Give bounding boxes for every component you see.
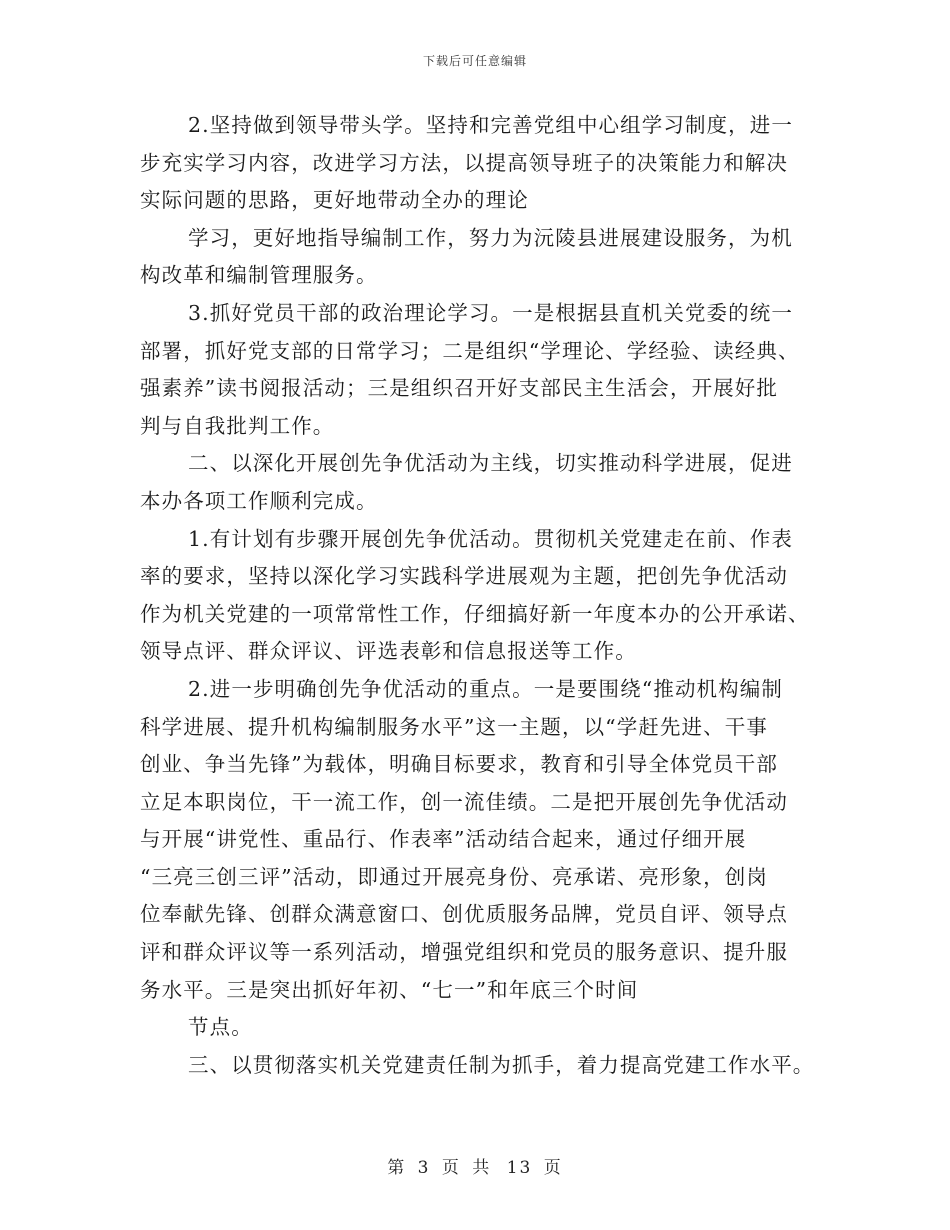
text-line: 构改革和编制管理服务。	[140, 263, 378, 288]
text-line: 二、以深化开展创先争优活动为主线，切实推动科学进展，促进	[188, 451, 793, 476]
text-line: 1.有计划有步骤开展创先争优活动。贯彻机关党建走在前、作表	[188, 526, 793, 551]
footer-prefix: 第	[387, 1158, 407, 1178]
text-line: 科学进展、提升机构编制服务水平”这一主题，以“学赶先进、干事	[140, 714, 768, 739]
page-header: 下载后可任意编辑	[422, 54, 527, 68]
text-line: 2.进一步明确创先争优活动的重点。一是要围绕“推动机构编制	[188, 676, 783, 701]
text-line: 评和群众评议等一系列活动，增强党组织和党员的服务意识、提升服	[140, 940, 788, 965]
text-line: 判与自我批判工作。	[140, 413, 335, 438]
text-line: 部署，抓好党支部的日常学习；二是组织“学理论、学经验、读经典、	[140, 338, 800, 363]
text-line: 领导点评、群众评议、评选表彰和信息报送等工作。	[140, 639, 637, 664]
text-line: 本办各项工作顺利完成。	[140, 488, 378, 513]
text-line: 立足本职岗位，干一流工作，创一流佳绩。二是把开展创先争优活动	[140, 789, 788, 814]
text-line: 率的要求，坚持以深化学习实践科学进展观为主题，把创先争优活动	[140, 564, 788, 589]
text-line: 步充实学习内容，改进学习方法，以提高领导班子的决策能力和解决	[140, 150, 788, 175]
text-line: 与开展“讲党性、重品行、作表率”活动结合起来，通过仔细开展	[140, 827, 747, 852]
footer-page-word: 页	[441, 1158, 461, 1178]
text-line: 2.坚持做到领导带头学。坚持和完善党组中心组学习制度，进一	[188, 113, 793, 137]
footer-page-number: 3	[417, 1158, 431, 1178]
text-line: 3.抓好党员干部的政治理论学习。一是根据县直机关党委的统一	[188, 300, 793, 325]
text-line: 作为机关党建的一项常常性工作，仔细搞好新一年度本办的公开承诺、	[140, 601, 810, 626]
footer-total-word: 共	[472, 1158, 492, 1178]
text-line: “三亮三创三评”活动，即通过开展亮身份、亮承诺、亮形象，创岗	[140, 864, 768, 889]
text-line: 强素养”读书阅报活动；三是组织召开好支部民主生活会，开展好批	[140, 376, 778, 401]
page-footer	[0, 1153, 950, 1178]
footer-total-pages: 13	[506, 1158, 533, 1178]
text-line: 学习，更好地指导编制工作，努力为沅陵县进展建设服务，为机	[188, 225, 793, 250]
text-line: 节点。	[188, 1015, 253, 1040]
text-line: 实际问题的思路，更好地带动全办的理论	[140, 188, 529, 213]
text-line: 位奉献先锋、创群众满意窗口、创优质服务品牌，党员自评、领导点	[140, 902, 788, 927]
document-body	[140, 107, 816, 1084]
text-line: 三、以贯彻落实机关党建责任制为抓手，着力提高党建工作水平。	[188, 1052, 815, 1077]
text-line: 务水平。三是突出抓好年初、“七一”和年底三个时间	[140, 977, 639, 1002]
text-line: 创业、争当先锋”为载体，明确目标要求，教育和引导全体党员干部	[140, 752, 778, 777]
footer-suffix: 页	[543, 1158, 563, 1178]
